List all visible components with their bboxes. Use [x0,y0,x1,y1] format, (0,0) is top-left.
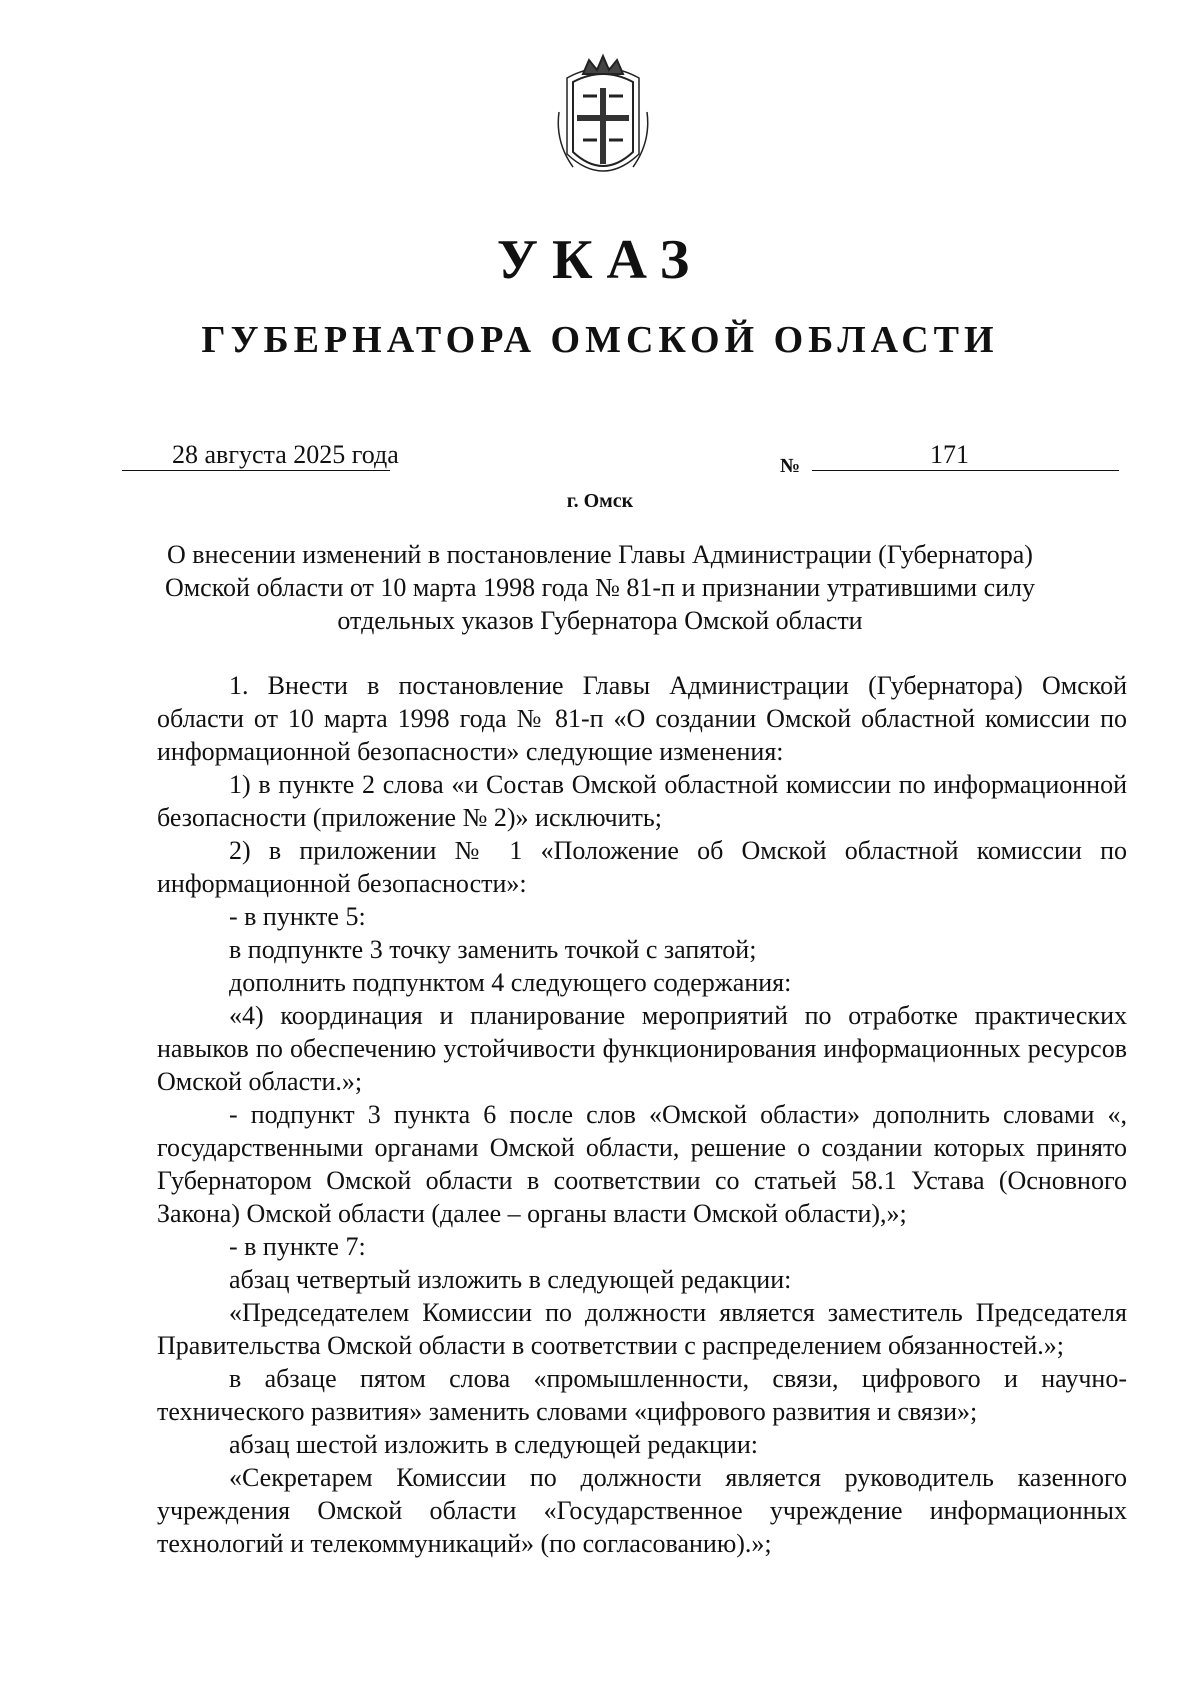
paragraph: - в пункте 7: [229,1232,366,1261]
paragraph: 1. Внести в постановление Главы Администрации (Губернатора) Омской области от 10 марта 1998 года № 81-п «О создании Омской областной комиссии по информационной безопасности» следующие изменения: [157,671,1127,766]
paragraph: в абзаце пятом слова «промышленности, связи, цифрового и научно-технического развития» заменить словами «цифрового развития и связи»; [157,1364,1127,1426]
number-underline [812,470,1119,471]
city: г. Омск [566,490,634,512]
paragraph: абзац четвертый изложить в следующей редакции: [229,1265,792,1294]
document-heading: О внесении изменений в постановление Главы Администрации (Губернатора) Омской области от 10 марта 1998 года № 81-п и признании утратившими силу отдельных указов Губернатора Омской области [164,540,1036,635]
document-date: 28 августа 2025 года [172,440,399,469]
document-number: 171 [930,440,969,469]
paragraph: - в пункте 5: [229,902,366,931]
paragraph: «4) координация и планирование мероприятий по отработке практических навыков по обеспечению устойчивости функционирования информационных ресурсов Омской области.»; [157,1001,1127,1096]
paragraph: 2) в приложении № 1 «Положение об Омской областной комиссии по информационной безопасности»: [157,836,1127,898]
paragraph: дополнить подпунктом 4 следующего содержания: [229,968,792,997]
paragraph: в подпункте 3 точку заменить точкой с запятой; [229,935,757,964]
number-sign: № [780,455,801,477]
paragraph: - подпункт 3 пункта 6 после слов «Омской области» дополнить словами «, государственными органами Омской области, решение о создании которых принято Губернатором Омской области в соответствии со статьей 58.1 Устава (Основного Закона) Омской области (далее – органы власти Омской области),»; [157,1100,1127,1228]
document-subtitle: ГУБЕРНАТОРА ОМСКОЙ ОБЛАСТИ [201,319,999,361]
paragraph: 1) в пункте 2 слова «и Состав Омской областной комиссии по информационной безопасности (приложение № 2)» исключить; [157,770,1127,832]
document-body [157,669,1127,1560]
paragraph: абзац шестой изложить в следующей редакции: [229,1430,758,1459]
coat-of-arms-emblem [553,52,653,187]
date-underline [122,470,390,471]
document-title: УКАЗ [496,229,704,291]
paragraph: «Председателем Комиссии по должности является заместитель Председателя Правительства Омской области в соответствии с распределением обязанностей.»; [157,1298,1127,1360]
paragraph: «Секретарем Комиссии по должности является руководитель казенного учреждения Омской области «Государственное учреждение информационных технологий и телекоммуникаций» (по согласованию).»; [157,1463,1127,1558]
